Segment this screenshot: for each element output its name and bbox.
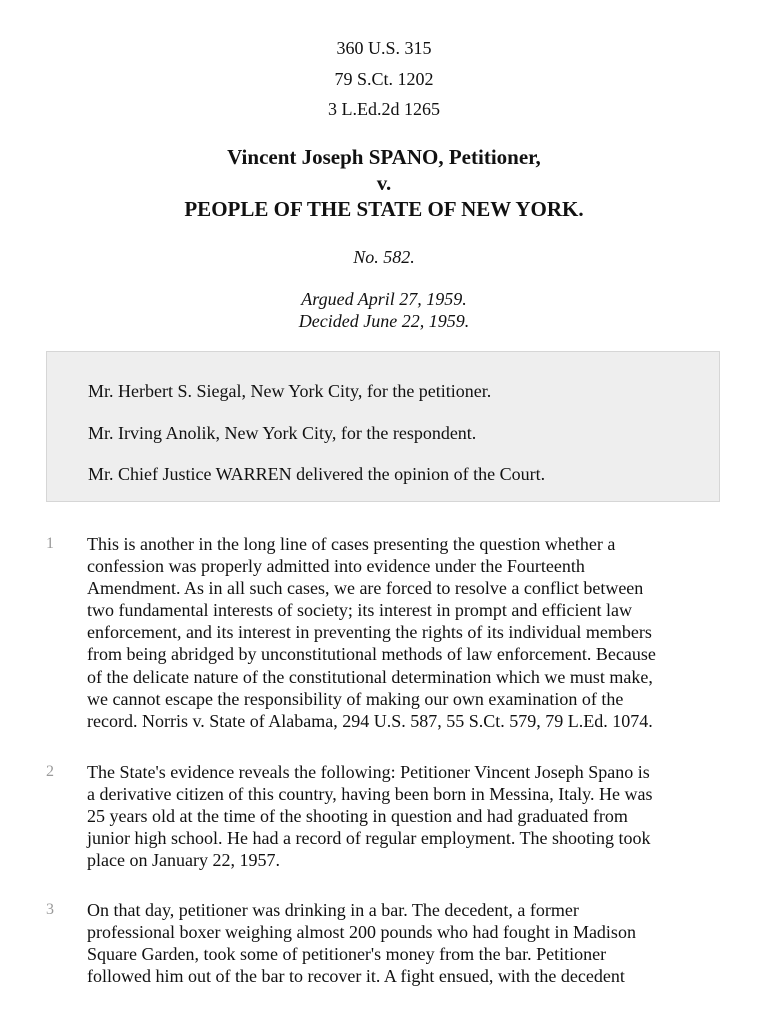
citation-supreme-court-reporter: 79 S.Ct. 1202 [334, 68, 434, 89]
paragraph-line: junior high school. He had a record of regular employment. The shooting took [87, 828, 651, 849]
paragraph-number: 2 [46, 763, 54, 780]
decided-date: Decided June 22, 1959. [298, 311, 470, 331]
argued-date: Argued April 27, 1959. [301, 289, 467, 309]
paragraph-line: Amendment. As in all such cases, we are forced to resolve a conflict between [87, 578, 644, 599]
case-title [0, 144, 768, 222]
paragraph-line: Square Garden, took some of petitioner's money from the bar. Petitioner [87, 944, 607, 965]
counsel-petitioner: Mr. Herbert S. Siegal, New York City, for the petitioner. [88, 381, 492, 401]
citation-us-reports: 360 U.S. 315 [336, 38, 432, 58]
paragraph-line: professional boxer weighing almost 200 pounds who had fought in Madison [87, 922, 636, 943]
opinion-author: Mr. Chief Justice WARREN delivered the opinion of the Court. [88, 464, 546, 484]
case-dates [0, 288, 768, 332]
counsel-respondent: Mr. Irving Anolik, New York City, for the respondent. [88, 423, 477, 443]
paragraph-line: two fundamental interests of society; its interest in prompt and efficient law [87, 600, 633, 621]
respondent-name: PEOPLE OF THE STATE OF NEW YORK. [184, 197, 584, 221]
paragraph-number: 1 [46, 535, 54, 552]
paragraph-line: confession was properly admitted into evidence under the Fourteenth [87, 556, 585, 577]
petitioner-name: Vincent Joseph SPANO, Petitioner, [227, 145, 541, 169]
paragraph-number: 3 [46, 901, 54, 918]
paragraph-text [87, 899, 727, 987]
counsel-box [46, 351, 720, 502]
paragraph-line: enforcement, and its interest in preventing the rights of its individual members [87, 622, 652, 643]
paragraph-line: This is another in the long line of cases presenting the question whether a [87, 534, 616, 554]
paragraph-text [87, 533, 727, 732]
docket-number: No. 582. [353, 247, 415, 267]
paragraph-line: we cannot escape the responsibility of making our own examination of the [87, 688, 624, 709]
paragraph-line: of the delicate nature of the constitutional determination which we must make, [87, 666, 653, 687]
paragraph-line: a derivative citizen of this country, having been born in Messina, Italy. He was [87, 784, 653, 805]
paragraph-line: followed him out of the bar to recover it. A fight ensued, with the decedent [87, 966, 625, 987]
paragraph-text [87, 761, 727, 871]
citation-lawyers-edition: 3 L.Ed.2d 1265 [328, 99, 440, 119]
case-citations [0, 33, 768, 125]
paragraph-line: The State's evidence reveals the following: Petitioner Vincent Joseph Spano is [87, 762, 650, 782]
paragraph-line: record. Norris v. State of Alabama, 294 U.S. 587, 55 S.Ct. 579, 79 L.Ed. 1074. [87, 710, 653, 731]
paragraph-line: from being abridged by unconstitutional methods of law enforcement. Because [87, 644, 656, 665]
paragraph-line: 25 years old at the time of the shooting in question and had graduated from [87, 806, 628, 827]
paragraph-line: place on January 22, 1957. [87, 850, 280, 871]
versus-label: v. [376, 171, 392, 195]
paragraph-line: On that day, petitioner was drinking in a bar. The decedent, a former [87, 900, 579, 920]
